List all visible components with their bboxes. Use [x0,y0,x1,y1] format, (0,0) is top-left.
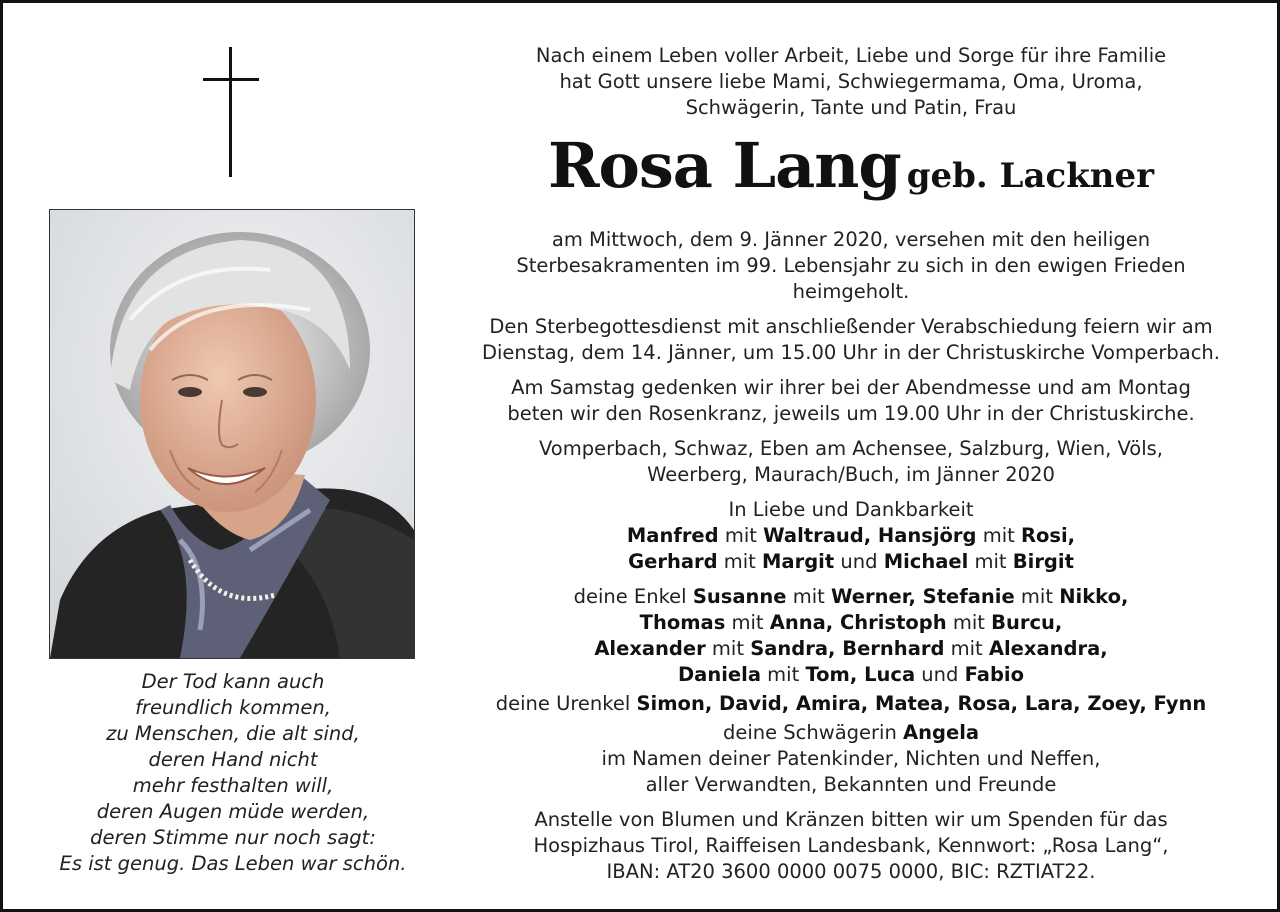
family-connector: aller Verwandten, Bekannten und Freunde [645,773,1057,796]
portrait-photo [49,209,415,659]
family-line [451,691,1251,717]
memorial-line: beten wir den Rosenkranz, jeweils um 19.00 Uhr in der Christuskirche. [507,402,1195,425]
donation-line: IBAN: AT20 3600 0000 0075 0000, BIC: RZTIAT22. [606,860,1096,883]
death-notice-line: Sterbesakramenten im 99. Lebensjahr zu sich in den ewigen Frieden [516,254,1186,277]
poem [33,669,433,877]
poem-line: zu Menschen, die alt sind, [106,722,360,745]
family-name: Alexandra, [988,637,1108,660]
poem-line: mehr festhalten will, [132,774,334,797]
poem-line: Es ist genug. Das Leben war schön. [59,852,407,875]
intro-line: Schwägerin, Tante und Patin, Frau [685,96,1017,119]
family-line [451,662,1251,688]
family-connector: mit [717,550,763,573]
family-grandchildren [451,584,1251,688]
family-connector: deine Enkel [573,585,693,608]
family-children [451,523,1251,575]
family-name: Alexander [594,637,706,660]
family-name: Tom, Luca [805,663,916,686]
family-name: Werner, Stefanie [830,585,1015,608]
intro-line: hat Gott unsere liebe Mami, Schwiegermama, Oma, Uroma, [559,70,1143,93]
family-line [451,636,1251,662]
family-name: Thomas [639,611,726,634]
poem-line: deren Stimme nur noch sagt: [90,826,376,849]
name-maiden: geb. Lackner [906,156,1155,196]
poem-line: deren Hand nicht [148,748,318,771]
poem-line: deren Augen müde werden, [96,800,370,823]
family-line [451,549,1251,575]
family-name: Margit [762,550,835,573]
family-connector: und [834,550,884,573]
cross-icon [203,47,259,177]
family-connector: im Namen deiner Patenkinder, Nichten und Neffen, [601,747,1101,770]
family-connector: mit [760,663,806,686]
family-connector: deine Urenkel [495,692,637,715]
family-name: Simon, David, Amira, Matea, Rosa, Lara, Zoey, Fynn [636,692,1207,715]
family-connector: mit [786,585,831,608]
death-notice [451,227,1251,305]
donation-info [451,807,1251,885]
deceased-name [451,129,1251,218]
name-main: Rosa Lang [547,129,901,202]
death-notice-line: am Mittwoch, dem 9. Jänner 2020, versehen mit den heiligen [551,228,1151,251]
family-connector: und [915,663,965,686]
family-line [451,772,1251,798]
family-name: Gerhard [628,550,718,573]
donation-line: Hospizhaus Tirol, Raiffeisen Landesbank, Kennwort: „Rosa Lang“, [533,834,1169,857]
family-line [451,523,1251,549]
family-name: Nikko, [1059,585,1129,608]
family-line [451,584,1251,610]
service-line: Dienstag, dem 14. Jänner, um 15.00 Uhr in der Christuskirche Vomperbach. [482,341,1220,364]
obituary-text [451,43,1251,885]
places-line: Vomperbach, Schwaz, Eben am Achensee, Salzburg, Wien, Völs, [538,437,1164,460]
poem-line: freundlich kommen, [135,696,331,719]
family-connector: mit [718,524,764,547]
places-date [451,436,1251,488]
intro-paragraph [451,43,1251,121]
service-info [451,314,1251,366]
service-line: Den Sterbegottesdienst mit anschließender Verabschiedung feiern wir am [489,315,1213,338]
family-name: Fabio [964,663,1024,686]
family-name: Susanne [692,585,787,608]
family-connector: mit [976,524,1021,547]
family-connector: mit [705,637,751,660]
family-name: Birgit [1012,550,1074,573]
family-name: Burcu, [991,611,1063,634]
family-name: Rosi, [1020,524,1076,547]
family-name: Manfred [626,524,719,547]
family-name: Daniela [678,663,761,686]
memorial-info [451,375,1251,427]
family-line [451,610,1251,636]
family-line [451,720,1251,746]
death-notice-line: heimgeholt. [792,280,910,303]
family-name: Waltraud, Hansjörg [763,524,977,547]
family-heading: In Liebe und Dankbarkeit [728,498,974,521]
family-name: Sandra, Bernhard [750,637,945,660]
poem-line: Der Tod kann auch [141,670,325,693]
places-line: Weerberg, Maurach/Buch, im Jänner 2020 [647,463,1055,486]
family-connector: mit [1014,585,1060,608]
family-sister-in-law [451,720,1251,798]
family-name: Michael [883,550,969,573]
memorial-line: Am Samstag gedenken wir ihrer bei der Abendmesse und am Montag [511,376,1191,399]
intro-line: Nach einem Leben voller Arbeit, Liebe und Sorge für ihre Familie [535,44,1167,67]
family-name: Anna, Christoph [769,611,947,634]
family-connector: mit [944,637,989,660]
family-great-grandchildren [451,691,1251,717]
family-connector: deine Schwägerin [722,721,904,744]
donation-line: Anstelle von Blumen und Kränzen bitten wir um Spenden für das [534,808,1168,831]
family-connector: mit [946,611,992,634]
family-line [451,746,1251,772]
family-connector: mit [968,550,1013,573]
family-name: Angela [903,721,980,744]
family-connector: mit [725,611,770,634]
